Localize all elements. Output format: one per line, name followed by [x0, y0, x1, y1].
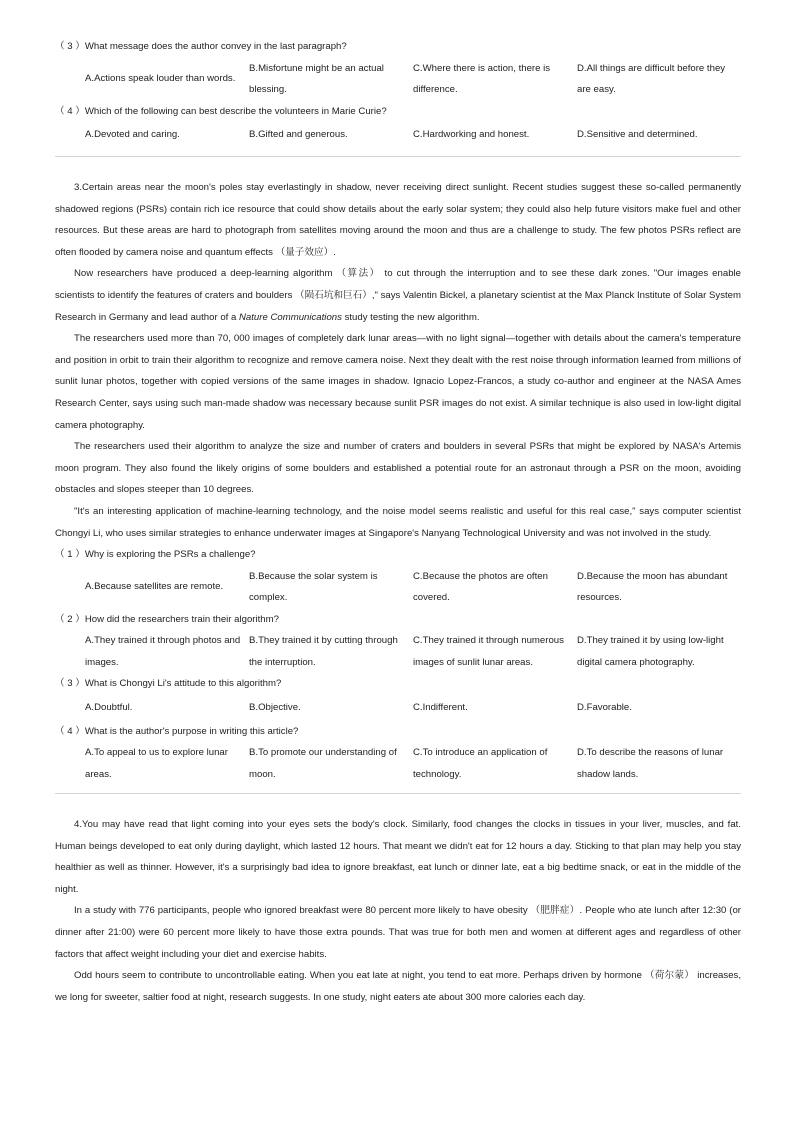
option-c[interactable]: C.Where there is action, there is difference.: [413, 62, 551, 95]
option-b[interactable]: B.Objective.: [249, 701, 301, 713]
option-a[interactable]: A.Actions speak louder than words.: [85, 73, 236, 85]
paragraph: "It's an interesting application of machine-learning technology, and the noise model seems realistic and useful for this real case," says computer scientist Chongyi Li, who uses similar strategies to enhance underwater images at Singapore's Nanyang Technological University and was not involved in the study.: [55, 505, 741, 539]
section-divider: [55, 156, 741, 157]
option-d[interactable]: D.Because the moon has abundant resources.: [577, 570, 728, 604]
question-stem: （ 4 ）What is the author's purpose in writing this article?: [55, 725, 299, 737]
option-d[interactable]: D.Sensitive and determined.: [577, 129, 698, 141]
option-b[interactable]: B.Misfortune might be an actual blessing.: [249, 62, 384, 95]
option-c[interactable]: C.Hardworking and honest.: [413, 129, 530, 141]
question-stem: （ 3 ）What is Chongyi Li's attitude to this algorithm?: [55, 678, 282, 690]
journal-title: Nature Communications: [239, 311, 342, 323]
option-c[interactable]: C.They trained it through numerous images of sunlit lunar areas.: [413, 635, 564, 668]
option-b[interactable]: B.They trained it by cutting through the interruption.: [249, 635, 398, 668]
option-c[interactable]: C.Indifferent.: [413, 701, 468, 713]
option-d[interactable]: D.All things are difficult before they are easy.: [577, 62, 726, 95]
option-d[interactable]: D.They trained it by using low-light digital camera photography.: [577, 635, 724, 668]
option-d[interactable]: D.Favorable.: [577, 701, 632, 713]
paragraph: 3.Certain areas near the moon's poles stay everlastingly in shadow, never receiving direct sunlight. Recent studies suggest these so-called permanently shadowed regions (PSRs) contain rich ice resource that could show details about the early solar system; they could also help future visitors make fuel and other resources. But these areas are hard to photograph from satellites moving around the moon and thus are a challenge to study. The few photos PSRs reflect are often flooded by camera noise and quantum effects （量子效应）.: [55, 182, 741, 258]
paragraph: [55, 263, 741, 328]
paragraph: In a study with 776 participants, people who ignored breakfast were 80 percent more likely to have obesity （肥胖症）. People who ate lunch after 12:30 (or dinner after 21:00) were 60 percent more likely to have those extra pounds. That was true for both men and women at different ages and regardless of other factors that affect weight including your diet and exercise habits.: [55, 905, 741, 960]
question-stem: （ 1 ）Why is exploring the PSRs a challenge?: [55, 549, 256, 561]
section-divider: [55, 793, 741, 794]
question-stem: （ 3 ）What message does the author convey in the last paragraph?: [55, 41, 347, 52]
option-a[interactable]: A.Devoted and caring.: [85, 129, 180, 141]
paragraph: The researchers used more than 70, 000 images of completely dark lunar areas—with no light signal—together with details about the camera's temperature and position in orbit to train their algorithm to recognize and remove camera noise. Next they dealt with the rest noise through information learned from millions of sunlit lunar photos, together with copied versions of the same images in shadow. Ignacio Lopez-Francos, a study co-author and engineer at the NASA Ames Research Center, says using such man-made shadow was necessary because sunlit PSR images do not exist. A similar technique is also used in low-light digital camera photography.: [55, 333, 741, 431]
option-c[interactable]: C.Because the photos are often covered.: [413, 570, 548, 604]
option-row: [85, 566, 741, 609]
paragraph-text: study testing the new algorithm.: [341, 311, 480, 323]
option-b[interactable]: B.To promote our understanding of moon.: [249, 747, 397, 780]
question-stem: （ 2 ）How did the researchers train their algorithm?: [55, 613, 279, 625]
option-a[interactable]: A.Doubtful.: [85, 701, 133, 713]
question-stem: （ 4 ）Which of the following can best describe the volunteers in Marie Curie?: [55, 105, 387, 117]
paragraph-text: Now researchers have produced a deep-learning algorithm （算法） to cut through the interruption and to see these dark zones. "Our images enable scientists to identify the features of craters and boulders （陨石坑和巨石）," says Valentin Bickel, a planetary scientist at the Max Planck Institute of Solar System Research in Germany and lead author of a: [55, 268, 741, 323]
option-a[interactable]: A.They trained it through photos and images.: [85, 635, 241, 668]
paragraph: 4.You may have read that light coming into your eyes sets the body's clock. Similarly, food changes the clocks in tissues in your liver, muscles, and fat. Human beings developed to eat only during daylight, which lasted 12 hours. That meant we didn't eat for 12 hours a day. Sticking to that plan may help you stay healthier as well as thinner. However, it's a surprisingly bad idea to ignore breakfast, eat lunch or dinner late, eat a big bedtime snack, or eat in the middle of the night.: [55, 819, 741, 895]
option-d[interactable]: D.To describe the reasons of lunar shadow lands.: [577, 747, 724, 780]
option-row: [85, 122, 741, 148]
option-c[interactable]: C.To introduce an application of technology.: [413, 747, 548, 780]
option-row: [85, 630, 741, 673]
passage-4: [55, 814, 741, 1008]
paragraph: The researchers used their algorithm to analyze the size and number of craters and boulders in several PSRs that might be explored by NASA's Artemis moon program. They also found the likely origins of some boulders and established a potential route for an astronaut through a PSR on the moon, avoiding obstacles and slopes steeper than 10 degrees.: [55, 441, 741, 496]
option-row: [85, 695, 741, 721]
paragraph: Odd hours seem to contribute to uncontrollable eating. When you eat late at night, you tend to eat more. Perhaps driven by hormone （荷尔蒙） increases, we long for sweeter, saltier food at night, research suggests. In one study, night eaters ate about 300 more calories each day.: [55, 970, 741, 1003]
option-b[interactable]: B.Because the solar system is complex.: [249, 570, 378, 604]
option-row: [85, 58, 741, 101]
passage-3: [55, 177, 741, 544]
option-a[interactable]: A.Because satellites are remote.: [85, 581, 224, 593]
option-a[interactable]: A.To appeal to us to explore lunar areas.: [85, 747, 228, 780]
option-row: [85, 742, 741, 785]
document-page: [55, 36, 741, 1008]
option-b[interactable]: B.Gifted and generous.: [249, 129, 348, 141]
